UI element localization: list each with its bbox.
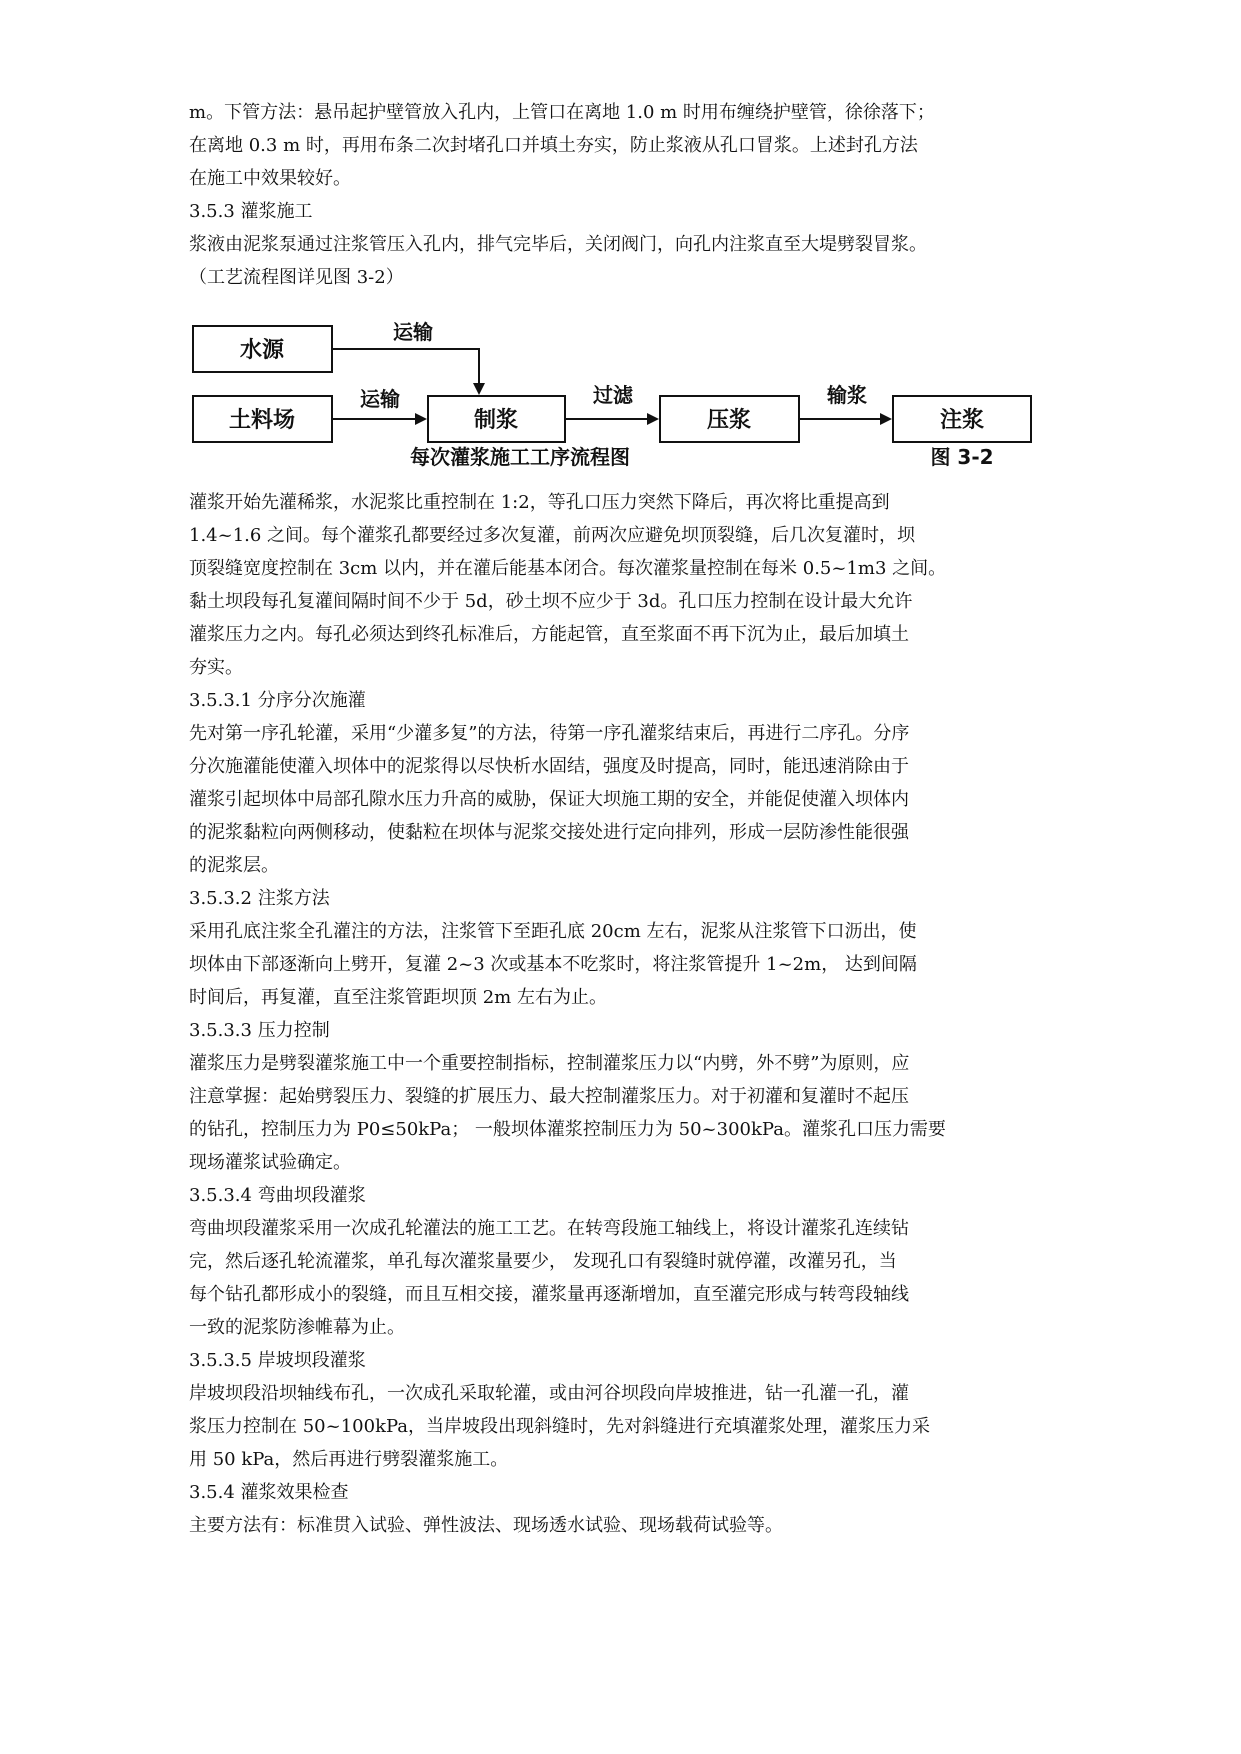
paragraph-curved-section [189,1212,1069,1344]
edge-water-to-mix-label: 运输 [393,320,433,344]
text-line: （工艺流程图详见图 3-2） [189,267,404,288]
node-press-label: 压浆 [706,408,752,433]
edge-press-to-inject-label: 输浆 [827,383,867,407]
section-heading-3-5-3-3: 3.5.3.3 压力控制 [189,1020,330,1041]
paragraph-effect-check [189,1509,1069,1542]
diagram-caption-figure: 图 3-2 [930,445,994,469]
paragraph-sequential-grouting [189,717,1069,882]
edge-soil-to-mix-label: 运输 [360,387,400,411]
text-line: 弯曲坝段灌浆采用一次成孔轮灌法的施工工艺。在转弯段施工轴线上，将设计灌浆孔连续钻 [189,1218,909,1239]
paragraph-bank-slope-section [189,1377,1069,1476]
node-water-label: 水源 [239,338,285,363]
text-line: m。下管方法：悬吊起护壁管放入孔内，上管口在离地 1.0 m 时用布缠绕护壁管，徐徐落下； [189,102,935,123]
section-heading-3-5-3-5: 3.5.3.5 岸坡坝段灌浆 [189,1350,366,1371]
text-line: 灌浆压力之内。每孔必须达到终孔标准后，方能起管，直至浆面不再下沉为止，最后加填土 [189,624,909,645]
edge-mix-to-press-label: 过滤 [593,383,633,407]
text-line: 时间后，再复灌，直至注浆管距坝顶 2m 左右为止。 [189,987,607,1008]
text-line: 分次施灌能使灌入坝体中的泥浆得以尽快析水固结，强度及时提高，同时，能迅速消除由于 [189,756,909,777]
node-mix-label: 制浆 [473,408,519,433]
text-line: 的泥浆层。 [189,855,279,876]
diagram-caption-title: 每次灌浆施工工序流程图 [410,445,630,469]
text-line: 采用孔底注浆全孔灌注的方法，注浆管下至距孔底 20cm 左右，泥浆从注浆管下口沥出，使 [189,921,917,942]
text-line: 夯实。 [189,657,243,678]
section-heading-3-5-3-4: 3.5.3.4 弯曲坝段灌浆 [189,1185,366,1206]
section-heading-3-5-3: 3.5.3 灌浆施工 [189,201,313,222]
text-line: 主要方法有：标准贯入试验、弹性波法、现场透水试验、现场载荷试验等。 [189,1515,783,1536]
text-line: 顶裂缝宽度控制在 3cm 以内，并在灌后能基本闭合。每次灌浆量控制在每米 0.5~1m3 之间。 [189,558,947,579]
section-heading-3-5-3-1: 3.5.3.1 分序分次施灌 [189,690,366,711]
text-line: 注意掌握：起始劈裂压力、裂缝的扩展压力、最大控制灌浆压力。对于初灌和复灌时不起压 [189,1086,909,1107]
paragraph-injection-method [189,915,1069,1014]
text-line: 现场灌浆试验确定。 [189,1152,351,1173]
section-heading-3-5-3-2: 3.5.3.2 注浆方法 [189,888,330,909]
text-line: 每个钻孔都形成小的裂缝，而且互相交接，灌浆量再逐渐增加，直至灌完形成与转弯段轴线 [189,1284,909,1305]
paragraph-seal-method [189,96,1069,195]
text-line: 灌浆引起坝体中局部孔隙水压力升高的威胁，保证大坝施工期的安全，并能促使灌入坝体内 [189,789,909,810]
paragraph-grouting-start [189,486,1069,684]
text-line: 用 50 kPa，然后再进行劈裂灌浆施工。 [189,1449,509,1470]
text-line: 灌浆开始先灌稀浆，水泥浆比重控制在 1:2，等孔口压力突然下降后，再次将比重提高到 [189,492,890,513]
text-line: 灌浆压力是劈裂灌浆施工中一个重要控制指标，控制灌浆压力以“内劈，外不劈”为原则，应 [189,1053,910,1074]
text-line: 在施工中效果较好。 [189,168,351,189]
process-flow-diagram [189,302,1069,482]
text-line: 的钻孔，控制压力为 P0≤50kPa； 一般坝体灌浆控制压力为 50~300kPa。灌浆孔口压力需要 [189,1119,946,1140]
paragraph-pressure-control [189,1047,1069,1179]
text-line: 浆液由泥浆泵通过注浆管压入孔内，排气完毕后，关闭阀门，向孔内注浆直至大堤劈裂冒浆。 [189,234,927,255]
text-line: 的泥浆黏粒向两侧移动，使黏粒在坝体与泥浆交接处进行定向排列，形成一层防渗性能很强 [189,822,909,843]
text-line: 岸坡坝段沿坝轴线布孔，一次成孔采取轮灌，或由河谷坝段向岸坡推进，钻一孔灌一孔，灌 [189,1383,909,1404]
text-line: 在离地 0.3 m 时，再用布条二次封堵孔口并填土夯实，防止浆液从孔口冒浆。上述封孔方法 [189,135,918,156]
text-line: 先对第一序孔轮灌，采用“少灌多复”的方法，待第一序孔灌浆结束后，再进行二序孔。分序 [189,723,910,744]
section-heading-3-5-4: 3.5.4 灌浆效果检查 [189,1482,349,1503]
text-line: 1.4~1.6 之间。每个灌浆孔都要经过多次复灌，前两次应避免坝顶裂缝，后几次复灌时，坝 [189,525,916,546]
node-soil-label: 土料场 [228,408,296,433]
node-inject-label: 注浆 [939,408,985,433]
document-page [189,96,1069,1542]
paragraph-grouting-intro [189,228,1069,294]
text-line: 坝体由下部逐渐向上劈开，复灌 2~3 次或基本不吃浆时，将注浆管提升 1~2m， 达到间隔 [189,954,917,975]
edge-water-to-mix [332,349,479,393]
text-line: 完，然后逐孔轮流灌浆，单孔每次灌浆量要少， 发现孔口有裂缝时就停灌，改灌另孔，当 [189,1251,897,1272]
text-line: 黏土坝段每孔复灌间隔时间不少于 5d，砂土坝不应少于 3d。孔口压力控制在设计最大允许 [189,591,913,612]
text-line: 浆压力控制在 50~100kPa，当岸坡段出现斜缝时，先对斜缝进行充填灌浆处理，灌浆压力采 [189,1416,931,1437]
text-line: 一致的泥浆防渗帷幕为止。 [189,1317,405,1338]
